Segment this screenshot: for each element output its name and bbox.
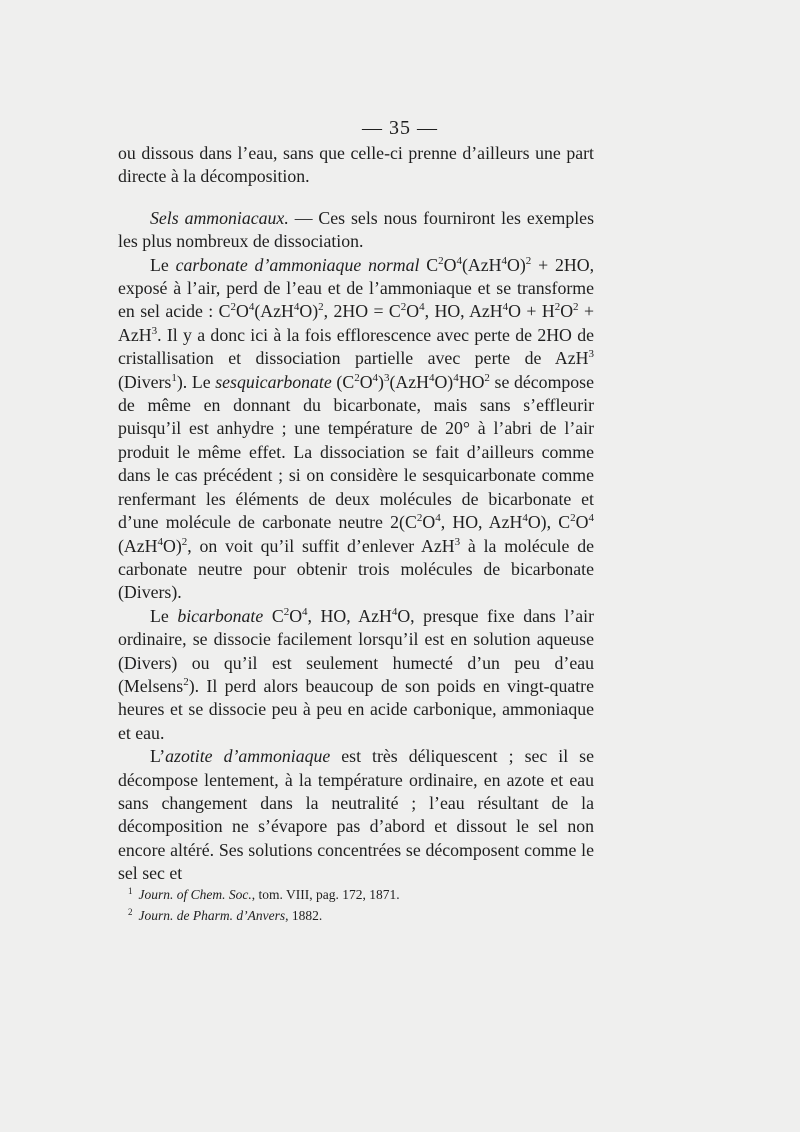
paragraph-3: Le carbonate d’ammoniaque normal $C^2O^4(AzH^4O)^2 + 2HO$, exposé à l’air, perd de l’eau et de l’ammoniaque et se transforme en sel acide : $C^2O^4(AzH^4O)^2$, $2HO = C^2O^4$, HO, $AzH^4O + H^2O^2 + AzH^3$. Il y a donc ici à la fois efflorescence avec perte de 2HO de cristallisation et dissociation partielle avec perte de AzH$^3$ (Divers$^1$). Le sesquicarbonate $(C^2O^4)^3(AzH^4O)^4HO^2$ se décompose de même en donnant du bicarbonate, mais sans s’effleurir puisqu’il est anhydre ; une température de 20° à l’abri de l’air produit le même effet. La dissociation se fait d’ailleurs comme dans le cas précédent ; si on considère le sesquicarbonate comme renfermant les éléments de deux molécules de bicarbonate et d’une molécule de carbonate neutre $2(C^2O^4$, HO, AzH$^4$O), $C^2O^4$ $(AzH^4O)^2$, on voit qu’il suffit d’enlever AzH$^3$ à la molécule de carbonate neutre pour obtenir trois molécules de bicarbonate (Divers).: [118, 254, 595, 603]
term-sesquicarbonate: sesquicarbonate: [215, 371, 332, 392]
footnotes: [128, 884, 588, 926]
footnote-2: $^2$ Journ. de Pharm. d’Anvers, 1882.: [128, 906, 323, 923]
section-heading-sels-ammoniacaux: Sels ammoniacaux.: [150, 207, 289, 228]
footnote-1: $^1$ Journ. of Chem. Soc., tom. VIII, pag. 172, 1871.: [128, 885, 400, 902]
paragraph-1: ou dissous dans l’eau, sans que celle-ci prenne d’ailleurs une part directe à la décomposition.: [118, 143, 594, 187]
term-bicarbonate: bicarbonate: [177, 605, 264, 626]
paragraph-4: Le bicarbonate $C^2O^4$, HO, AzH$^4$O, presque fixe dans l’air ordinaire, se dissocie facilement lorsqu’il est en solution aqueuse (Divers) ou qu’il est seulement humecté d’un peu d’eau (Melsens$^2$). Il perd alors beaucoup de son poids en vingt-quatre heures et se dissocie peu à peu en acide carbonique, ammoniaque et eau.: [118, 605, 595, 743]
term-azotite: azotite d’ammoniaque: [165, 746, 331, 767]
body-text: [118, 142, 594, 886]
page-number: — 35 —: [362, 117, 438, 139]
paragraph-5: L’azotite d’ammoniaque est très déliquescent ; sec il se décompose lentement, à la température ordinaire, en azote et eau sans changement dans la neutralité ; l’eau résultant de la décomposition ne s’évapore pas d’abord et dissout le sel non encore altéré. Ses solutions concentrées se décomposent comme le sel sec et: [118, 746, 594, 884]
term-carbonate-normal: carbonate d’ammoniaque normal: [175, 254, 420, 275]
footnote-ref-2: 2: [183, 676, 189, 689]
paragraph-2: Sels ammoniacaux. — Ces sels nous fourniront les exemples les plus nombreux de dissociation.: [118, 207, 594, 252]
footnote-ref-1: 1: [171, 371, 177, 384]
